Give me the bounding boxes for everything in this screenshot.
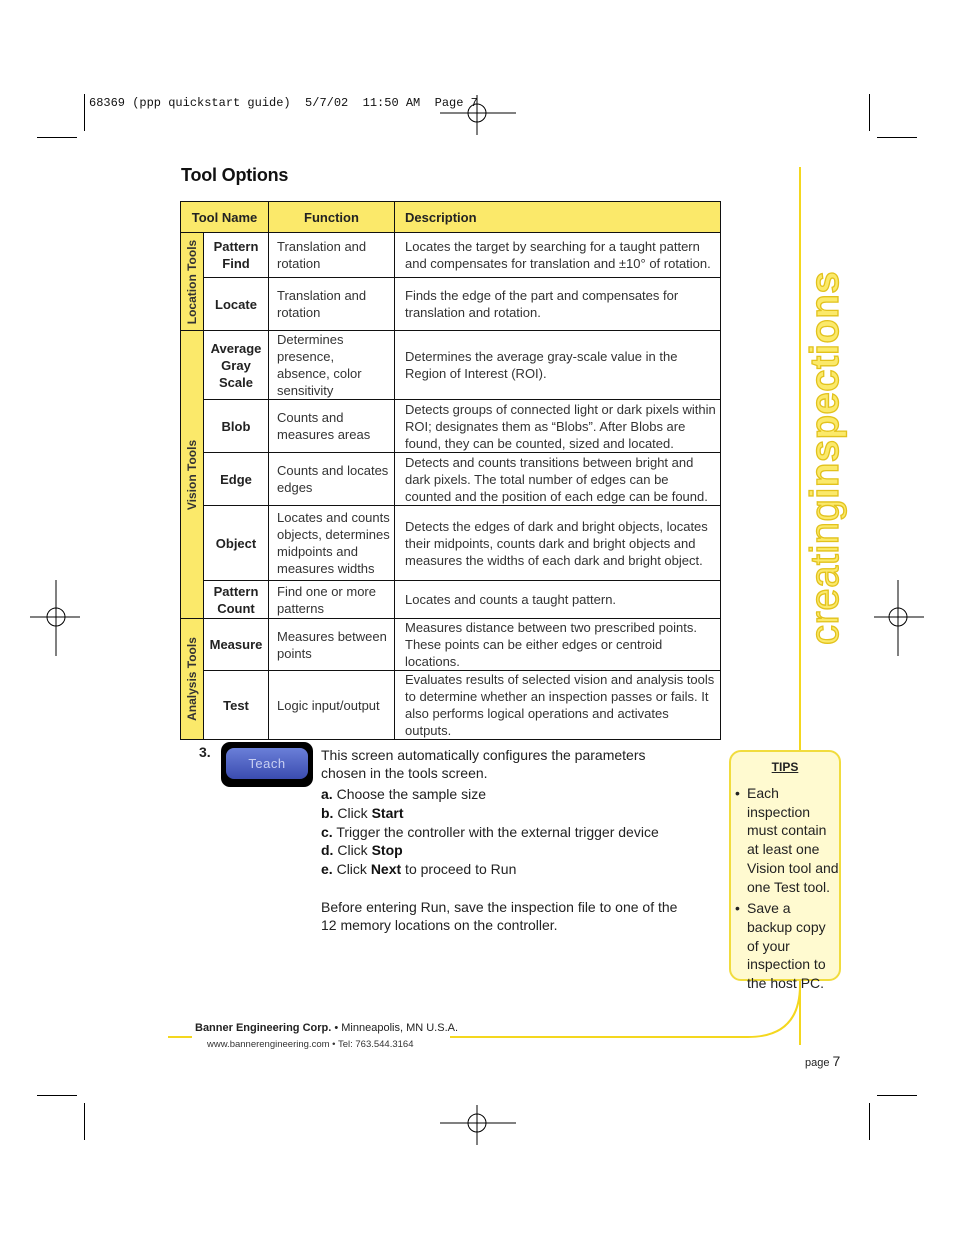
footer-company: Banner Engineering Corp. • Minneapolis, MN U.S.A. — [195, 1022, 459, 1034]
list-item: a. Choose the sample size — [321, 786, 486, 802]
tool-name: Edge — [204, 453, 269, 506]
crop-mark — [37, 1095, 77, 1096]
crop-mark — [84, 1103, 85, 1140]
crop-mark — [84, 94, 85, 131]
registration-mark-right — [874, 580, 924, 656]
header-tool-name: Tool Name — [181, 202, 269, 233]
header-function: Function — [269, 202, 395, 233]
crop-mark — [37, 137, 77, 138]
tool-description: Finds the edge of the part and compensates for translation and rotation. — [395, 278, 721, 331]
side-title-light: creating — [803, 498, 847, 645]
tool-name: Measure — [204, 619, 269, 671]
tool-description: Locates and counts a taught pattern. — [395, 581, 721, 619]
teach-button-label: Teach — [226, 748, 308, 779]
tool-function: Translation and rotation — [269, 278, 395, 331]
tool-description: Detects and counts transitions between bright and dark pixels. The total number of edges can be counted and the position of each edge can be found. — [395, 453, 721, 506]
list-item: d. Click Stop — [321, 842, 403, 859]
list-item: e. Click Next to proceed to Run — [321, 861, 517, 878]
tool-function: Locates and counts objects, determines midpoints and measures widths — [269, 506, 395, 581]
crop-mark — [877, 137, 917, 138]
tool-name: Test — [204, 671, 269, 740]
crop-mark — [877, 1095, 917, 1096]
tool-function: Counts and measures areas — [269, 400, 395, 453]
tool-function: Translation and rotation — [269, 233, 395, 278]
registration-mark-bottom — [440, 1105, 516, 1145]
teach-button[interactable] — [221, 742, 313, 787]
tool-description: Determines the average gray-scale value in the Region of Interest (ROI). — [395, 331, 721, 400]
table-row — [181, 671, 721, 740]
tool-description: Detects groups of connected light or dark pixels within ROI; designates them as “Blobs”. After Blobs are found, they can be counted, sized and located. — [395, 400, 721, 453]
list-item: c. Trigger the controller with the external trigger device — [321, 823, 659, 840]
table-row — [181, 619, 721, 671]
footer-contact: www.bannerengineering.com • Tel: 763.544.3164 — [207, 1039, 414, 1050]
category-location: Location Tools — [181, 233, 204, 331]
table-header-row — [181, 202, 721, 233]
tool-description: Evaluates results of selected vision and analysis tools to determine whether an inspection passes or fails. It also performs logical operations and activates outputs. — [395, 671, 721, 740]
tips-list — [735, 784, 839, 996]
tool-description: Measures distance between two prescribed points. These points can be either edges or centroid locations. — [395, 619, 721, 671]
table-row — [181, 278, 721, 331]
table-row — [181, 506, 721, 581]
step-intro: This screen automatically configures the parameters chosen in the tools screen. — [321, 747, 646, 781]
table-row — [181, 581, 721, 619]
table-row — [181, 453, 721, 506]
side-title — [798, 170, 848, 650]
tool-function: Determines presence, absence, color sensitivity — [269, 331, 395, 400]
tool-function: Find one or more patterns — [269, 581, 395, 619]
header-description: Description — [395, 202, 721, 233]
svg-text:creatinginspections — [803, 271, 847, 645]
registration-mark-left — [30, 580, 80, 656]
list-item: b. Click Start — [321, 804, 404, 821]
step-note: Before entering Run, save the inspection file to one of the 12 memory locations on the controller. — [321, 899, 678, 933]
tips-heading: TIPS — [771, 760, 799, 774]
side-title-bold: inspections — [803, 270, 847, 499]
print-slug: 68369 (ppp quickstart guide) 5/7/02 11:50 AM Page 7 — [89, 96, 478, 110]
category-analysis: Analysis Tools — [181, 619, 204, 740]
tool-name: Blob — [204, 400, 269, 453]
step-list — [321, 785, 701, 878]
table-row — [181, 331, 721, 400]
table-row — [181, 400, 721, 453]
crop-mark — [869, 1103, 870, 1140]
tool-name: Pattern Find — [204, 233, 269, 278]
table-row — [181, 233, 721, 278]
tool-function: Logic input/output — [269, 671, 395, 740]
step-number: 3. — [199, 744, 211, 760]
category-vision: Vision Tools — [181, 331, 204, 619]
tool-name: Pattern Count — [204, 581, 269, 619]
tool-function: Counts and locates edges — [269, 453, 395, 506]
tool-function: Measures between points — [269, 619, 395, 671]
list-item: • Each inspection must contain at least one Vision tool and one Test tool. — [735, 784, 839, 896]
tool-name: Average Gray Scale — [204, 331, 269, 400]
section-title: Tool Options — [181, 165, 289, 185]
page-number: page 7 — [805, 1053, 841, 1069]
list-item: • Save a backup copy of your inspection to the host PC. — [735, 899, 839, 993]
tips-box — [729, 750, 841, 992]
tool-name: Object — [204, 506, 269, 581]
tool-description: Detects the edges of dark and bright objects, locates their midpoints, counts dark and bright objects and measures the widths of each dark and bright object. — [395, 506, 721, 581]
tool-description: Locates the target by searching for a taught pattern and compensates for translation and ±10° of rotation. — [395, 233, 721, 278]
tool-name: Locate — [204, 278, 269, 331]
tool-options-table — [180, 201, 721, 740]
crop-mark — [869, 94, 870, 131]
